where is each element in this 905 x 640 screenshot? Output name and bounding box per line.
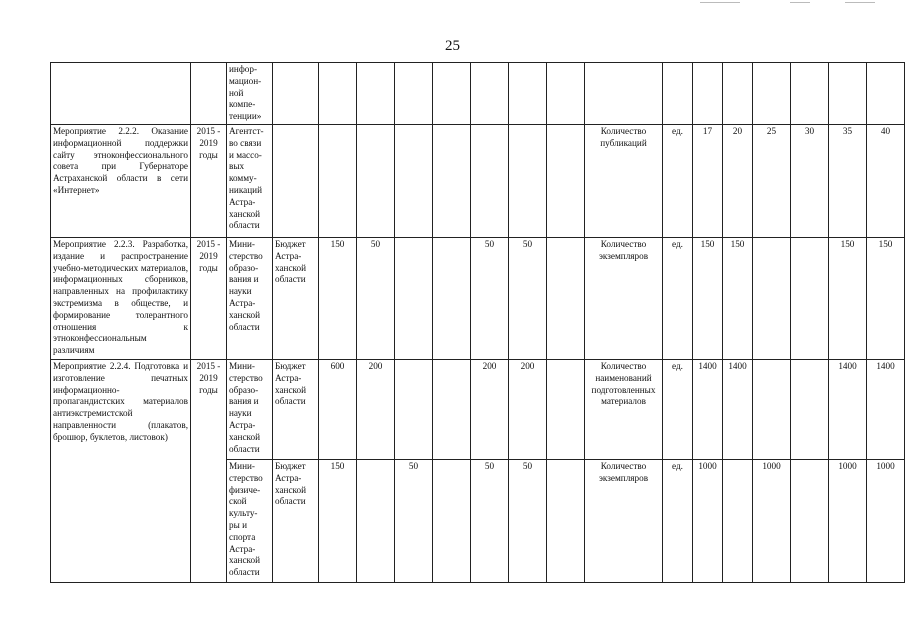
indicator-value-cell [791,359,829,459]
indicator-value-cell [753,63,791,125]
years-cell [191,63,227,125]
indicator-cell: Количество наименований подготовленных материалов [585,359,663,459]
funding-cell [509,63,547,125]
funding-cell [357,459,395,582]
years-cell: 2015 - 2019 годы [191,124,227,237]
source-cell: Бюджет Астра- ханской области [273,459,319,582]
activity-cell [51,63,191,125]
funding-cell: 200 [471,359,509,459]
program-table [50,62,905,583]
indicator-value-cell: 1000 [867,459,905,582]
indicator-cell: Количество экземпляров [585,237,663,359]
funding-cell: 50 [471,459,509,582]
years-cell: 2015 - 2019 годы [191,237,227,359]
indicator-cell [585,63,663,125]
funding-cell: 50 [509,237,547,359]
funding-cell [395,124,433,237]
indicator-value-cell [723,63,753,125]
source-cell: Бюджет Астра- ханской области [273,237,319,359]
years-cell: 2015 - 2019 годы [191,359,227,582]
funding-cell [395,237,433,359]
indicator-value-cell [791,237,829,359]
indicator-value-cell [723,459,753,582]
funding-cell: 150 [319,237,357,359]
funding-cell: 50 [395,459,433,582]
indicator-value-cell: 1400 [867,359,905,459]
source-cell [273,63,319,125]
indicator-value-cell: 20 [723,124,753,237]
indicator-value-cell: 1000 [753,459,791,582]
funding-cell: 50 [357,237,395,359]
funding-cell [395,359,433,459]
indicator-value-cell: 150 [723,237,753,359]
executor-cell: Агентст- во связи и массо- вых комму- никаций Астра- ханской области [227,124,273,237]
scan-artifact [845,2,875,3]
unit-cell [663,63,693,125]
table-row [51,359,905,459]
funding-cell [547,124,585,237]
indicator-cell: Количество публикаций [585,124,663,237]
indicator-value-cell: 1400 [723,359,753,459]
funding-cell [547,63,585,125]
funding-cell [319,63,357,125]
indicator-value-cell [753,359,791,459]
indicator-value-cell: 30 [791,124,829,237]
indicator-value-cell [791,459,829,582]
executor-cell: инфор- мацион- ной компе- тенции» [227,63,273,125]
activity-cell: Мероприятие 2.2.3. Разработка, издание и распространение учебно-методических материалов, информационных сборников, направленных на профилактику экстремизма в обществе, и формирование толерантного отношения к этноконфессиональным различиям [51,237,191,359]
funding-cell [433,63,471,125]
indicator-cell: Количество экземпляров [585,459,663,582]
scan-artifact [790,2,810,3]
executor-cell: Мини- стерство образо- вания и науки Астра- ханской области [227,237,273,359]
indicator-value-cell: 17 [693,124,723,237]
indicator-value-cell: 35 [829,124,867,237]
activity-cell: Мероприятие 2.2.2. Оказание информационной поддержки сайту этноконфессионального совета при Губернаторе Астраханской области в сети «Интернет» [51,124,191,237]
funding-cell [547,459,585,582]
funding-cell [547,237,585,359]
funding-cell [433,237,471,359]
indicator-value-cell: 1000 [829,459,867,582]
funding-cell [509,124,547,237]
indicator-value-cell: 1000 [693,459,723,582]
indicator-value-cell [753,237,791,359]
indicator-value-cell [791,63,829,125]
page-number: 25 [445,38,460,54]
funding-cell [319,124,357,237]
indicator-value-cell: 40 [867,124,905,237]
funding-cell [433,124,471,237]
funding-cell: 50 [509,459,547,582]
funding-cell [433,359,471,459]
indicator-value-cell: 150 [829,237,867,359]
scan-artifact [700,2,740,3]
indicator-value-cell: 150 [867,237,905,359]
table-row [51,63,905,125]
funding-cell: 150 [319,459,357,582]
funding-cell [471,63,509,125]
executor-cell: Мини- стерство физиче- ской культу- ры и спорта Астра- ханской области [227,459,273,582]
funding-cell: 50 [471,237,509,359]
funding-cell: 200 [509,359,547,459]
funding-cell [395,63,433,125]
unit-cell: ед. [663,124,693,237]
indicator-value-cell [829,63,867,125]
funding-cell [433,459,471,582]
unit-cell: ед. [663,359,693,459]
source-cell: Бюджет Астра- ханской области [273,359,319,459]
indicator-value-cell [867,63,905,125]
funding-cell: 200 [357,359,395,459]
funding-cell [357,124,395,237]
indicator-value-cell: 150 [693,237,723,359]
funding-cell [471,124,509,237]
activity-cell: Мероприятие 2.2.4. Подготовка и изготовление печатных информационно-пропагандистских материалов антиэкстремистской направленности (плакатов, брошюр, буклетов, листовок) [51,359,191,582]
indicator-value-cell [693,63,723,125]
source-cell [273,124,319,237]
funding-cell: 600 [319,359,357,459]
executor-cell: Мини- стерство образо- вания и науки Астра- ханской области [227,359,273,459]
unit-cell: ед. [663,459,693,582]
funding-cell [357,63,395,125]
indicator-value-cell: 1400 [693,359,723,459]
table-row [51,124,905,237]
funding-cell [547,359,585,459]
table-row [51,237,905,359]
indicator-value-cell: 1400 [829,359,867,459]
unit-cell: ед. [663,237,693,359]
indicator-value-cell: 25 [753,124,791,237]
